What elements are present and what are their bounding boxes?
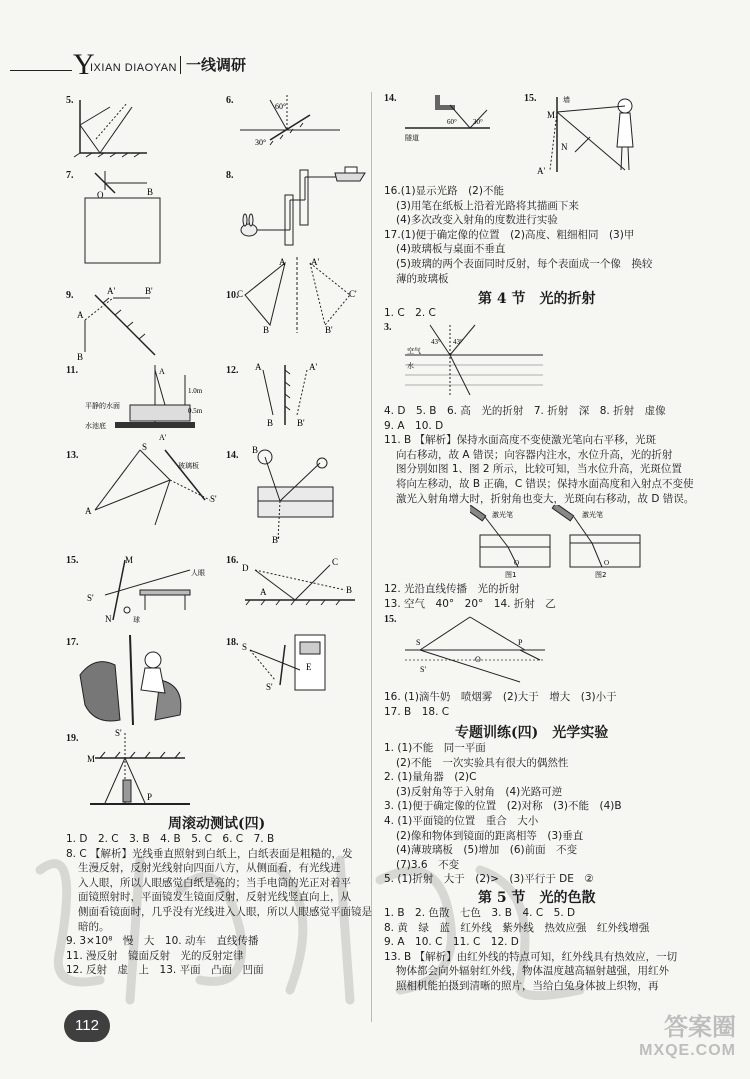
fig-11-m1: 1.0m <box>188 387 203 395</box>
fig-9-a2: A' <box>107 286 116 296</box>
fig-10-label: 10. <box>226 290 239 301</box>
special-training-answers <box>384 741 622 887</box>
fig-5-diagram <box>72 95 152 160</box>
fig-12-label: 12. <box>226 365 239 376</box>
text-line: 暗的。 <box>78 920 110 933</box>
fig-6-diagram <box>235 95 345 150</box>
s4-fig-15-label: 15. <box>384 614 397 625</box>
figure-1-caption: 图1 <box>505 571 517 579</box>
watermark <box>606 1007 736 1067</box>
section-4-answers <box>384 404 694 506</box>
text-line: 4. (1)平面镜的位置 重合 大小 <box>384 814 539 827</box>
fig-15-n: N <box>105 614 112 624</box>
s4-fig-3-air: 空气 <box>407 347 421 355</box>
text-line: (2)不能 一次实验具有很大的偶然性 <box>396 756 569 769</box>
fig-13-s: S <box>142 442 148 452</box>
weekly-test-title: 周滚动测试(四) <box>168 816 266 832</box>
right-fig-14-a: 60° <box>447 118 457 126</box>
fig-8-diagram <box>235 165 370 250</box>
s4-fig-15-p: P <box>518 638 523 647</box>
fig-13-a: A <box>85 506 92 516</box>
special-training-title: 专题训练(四) 光学实验 <box>455 725 609 741</box>
s4-fig-3-a: 43° <box>431 338 441 346</box>
fig-11-diagram <box>75 360 215 445</box>
right-fig-14-tunnel: 隧道 <box>405 134 419 142</box>
text-line: 激光入射角增大时，折射角也变大，光斑向右移动，故 D 错误。 <box>396 492 695 505</box>
text-line: (4)多次改变入射角的度数进行实验 <box>396 214 558 227</box>
fig-19-s: S' <box>115 728 122 738</box>
fig-15-s: S' <box>87 593 94 603</box>
text-line: 入人眼，所以人眼感觉白纸是亮的；当手电筒的光正对着平 <box>78 876 351 889</box>
s4-fig-3-diagram <box>395 320 545 400</box>
fig-14-diagram <box>240 445 350 545</box>
fig-10-b: B <box>263 325 270 335</box>
fig-19-label: 19. <box>66 733 79 744</box>
text-line: 1. (1)不能 同一平面 <box>384 742 486 754</box>
fig-19-diagram <box>85 728 195 810</box>
fig-8-label: 8. <box>226 170 234 181</box>
fig-7-diagram <box>75 168 165 268</box>
fig-16-a: A <box>260 587 267 597</box>
watermark-url: MXQE.COM <box>639 1042 736 1059</box>
text-line: (3)反射角等于入射角 (4)光路可逆 <box>396 785 563 798</box>
header-rule <box>10 70 72 71</box>
text-line: (2)像和物体到镜面的距离相等 (3)垂直 <box>396 829 584 842</box>
fig-16-label: 16. <box>226 555 239 566</box>
fig-10-a2: A' <box>311 257 320 267</box>
text-line: 照相机能拍摄到清晰的照片，当给白兔身体披上织物，再 <box>396 979 659 992</box>
page-number: 112 <box>64 1010 110 1042</box>
fig-10-c2: C' <box>349 289 357 299</box>
fig-7-o: O <box>97 190 104 200</box>
right-fig-15-diagram <box>535 92 645 177</box>
s4-fig-15-s2: S' <box>420 665 426 674</box>
text-line: 3. (1)便于确定像的位置 (2)对称 (3)不能 (4)B <box>384 800 622 813</box>
weekly-test-answers <box>66 832 372 978</box>
s4-fig-3-water: 水 <box>407 362 414 370</box>
fig-5-label: 5. <box>66 95 74 106</box>
fig-13-label: 13. <box>66 450 79 461</box>
fig-9-diagram <box>75 280 175 360</box>
text-line: 13. 空气 40° 20° 14. 折射 乙 <box>384 597 556 610</box>
right-fig-14-label: 14. <box>384 93 397 104</box>
fig-15-label: 15. <box>66 555 79 566</box>
fig-11-a: A <box>159 367 165 376</box>
header-separator <box>180 56 181 74</box>
text-line: 图分别如图 1、图 2 所示，比较可知，当水位升高，光斑位置 <box>396 463 682 476</box>
fig-10-c: C <box>237 289 244 299</box>
text-line: 16.(1)显示光路 (2)不能 <box>384 185 504 197</box>
fig-11-a2: A' <box>159 433 167 442</box>
right-fig-15-m: M <box>547 110 556 120</box>
fig-16-diagram <box>240 555 360 615</box>
section-4-title: 第 4 节 光的折射 <box>478 291 596 307</box>
fig-6-label: 6. <box>226 95 234 106</box>
fig-18-s2: S' <box>266 682 273 692</box>
text-line: 向右移动，故 A 错误；向容器内注水，水位升高，光的折射 <box>396 448 673 461</box>
text-line: 17. B 18. C <box>384 705 450 718</box>
fig-15-eye: 人眼 <box>191 569 205 577</box>
text-line: 8. C 【解析】光线垂直照射到白纸上，白纸表面是粗糙的，发 <box>66 847 353 860</box>
text-line: 12. 光沿直线传播 光的折射 <box>384 583 520 595</box>
laser-label-1: 激光笔 <box>492 511 513 519</box>
fig-18-s: S <box>242 642 248 652</box>
fig-7-label: 7. <box>66 170 74 181</box>
fig-16-d: D <box>242 563 249 573</box>
text-line: 4. D 5. B 6. 高 光的折射 7. 折射 深 8. 折射 虚像 <box>384 405 666 417</box>
point-o-2: O <box>604 559 610 567</box>
fig-15-m: M <box>125 555 134 565</box>
right-fig-15-wall: 墙 <box>563 96 570 104</box>
fig-12-diagram <box>235 360 335 430</box>
header-subtitle: IXIAN DIAOYAN <box>90 62 177 74</box>
fig-18-e: E <box>306 662 312 672</box>
s4-fig-3-b: 43° <box>453 338 463 346</box>
fig-10-a: A <box>279 257 286 267</box>
fig-9-b: B <box>77 352 84 360</box>
fig-13-diagram <box>80 440 225 530</box>
fig-19-p: P <box>147 792 153 802</box>
text-line: 面镜照射时，平面镜发生镜面反射，反射光线竖直向上，从 <box>78 891 351 904</box>
fig-16-c: C <box>332 557 339 567</box>
text-line: 生漫反射，反射光线射向四面八方，从侧面看，有光线进 <box>78 862 341 875</box>
fig-12-b: B <box>267 418 274 428</box>
fig-12-b2: B' <box>297 418 305 428</box>
fig-10-b2: B' <box>325 325 333 335</box>
text-line: 侧面看镜面时，几乎没有光线进入人眼，所以人眼感觉平面镜是 <box>78 905 372 918</box>
section-4-answers-12-13 <box>384 582 556 611</box>
fig-12-a: A <box>255 362 262 372</box>
fig-10-diagram <box>235 255 360 335</box>
text-line: 将向左移动，故 B 正确，C 错误；保持水面高度和入射点不变使 <box>396 477 694 490</box>
section-5-title: 第 5 节 光的色散 <box>478 890 596 906</box>
fig-14-label: 14. <box>226 450 239 461</box>
fig-11-surface: 平静的水面 <box>85 402 120 410</box>
point-o-1: O <box>514 559 520 567</box>
watermark-cn: 答案圈 <box>664 1013 736 1041</box>
text-line: 8. 黄 绿 蓝 红外线 紫外线 热效应强 红外线增强 <box>384 921 650 934</box>
text-line: (5)玻璃的两个表面同时反射，每个表面成一个像 换较 <box>396 257 653 270</box>
text-line: 9. A 10. C 11. C 12. D <box>384 936 519 949</box>
text-line: 1. D 2. C 3. B 4. B 5. C 6. C 7. B <box>66 833 275 845</box>
right-fig-15-n: N <box>561 142 568 152</box>
fig-17-diagram <box>75 635 190 725</box>
text-line: 16. (1)滴牛奶 喷烟雾 (2)大于 增大 (3)小于 <box>384 691 617 703</box>
text-line: 17.(1)便于确定像的位置 (2)高度、粗细相同 (3)甲 <box>384 228 635 241</box>
right-answers-16-17 <box>384 184 652 286</box>
text-line: (3)用笔在纸板上沿着光路将其描画下来 <box>396 199 579 212</box>
figure-2-caption: 图2 <box>595 571 607 579</box>
fig-11-label: 11. <box>66 365 78 376</box>
right-fig-15-label: 15. <box>524 93 537 104</box>
text-line: 13. B 【解析】由红外线的特点可知，红外线具有热效应，一切 <box>384 950 678 963</box>
right-fig-15-a: A' <box>537 166 546 176</box>
s4-fig-15-s: S <box>416 638 421 647</box>
fig-14-b: B <box>252 445 259 455</box>
text-line: 1. B 2. 色散 七色 3. B 4. C 5. D <box>384 907 576 919</box>
text-line: 5. (1)折射 大于 (2)> (3)平行于 DE ② <box>384 873 594 886</box>
s4-fig-15-diagram <box>400 612 550 687</box>
fig-16-b: B <box>346 585 353 595</box>
section-5-answers <box>384 906 677 994</box>
fig-17-label: 17. <box>66 637 79 648</box>
fig-9-b2: B' <box>145 286 153 296</box>
text-line: 9. 3×10⁸ 慢 大 10. 动车 直线传播 <box>66 935 259 948</box>
page-header <box>10 48 350 84</box>
text-line: 物体都会向外辐射红外线，物体温度越高辐射越强，用红外 <box>396 965 669 978</box>
text-line: 11. 漫反射 镜面反射 光的反射定律 <box>66 949 244 962</box>
text-line: (4)薄玻璃板 (5)增加 (6)前面 不变 <box>396 844 578 857</box>
text-line: 2. (1)量角器 (2)C <box>384 771 477 784</box>
s4-fig-15-o: O <box>475 655 481 664</box>
text-line: 薄的玻璃板 <box>396 272 449 285</box>
text-line: (4)玻璃板与桌面不垂直 <box>396 243 506 256</box>
section-4-answers-1-2: 1. C 2. C <box>384 307 436 319</box>
fig-13-s2: S' <box>210 494 217 504</box>
right-fig-14-diagram <box>395 90 495 145</box>
text-line: (7)3.6 不变 <box>396 858 460 871</box>
fig-19-m: M <box>87 754 96 764</box>
figure-2 <box>552 505 640 579</box>
text-line: 11. B 【解析】保持水面高度不变使激光笔向右平移，光斑 <box>384 434 657 447</box>
fig-15-ball: 球 <box>133 616 140 624</box>
right-fig-14-b: 30° <box>473 118 483 126</box>
fig-7-b: B <box>147 187 154 197</box>
fig-15-diagram <box>85 555 215 625</box>
laser-figures <box>470 505 650 580</box>
fig-9-label: 9. <box>66 290 74 301</box>
text-line: 9. A 10. D <box>384 419 444 432</box>
header-brand: 一线调研 <box>186 56 247 74</box>
fig-13-glass: 玻璃板 <box>178 462 199 470</box>
laser-label-2: 激光笔 <box>582 511 603 519</box>
section-4-answers-16-18 <box>384 690 617 719</box>
fig-18-diagram <box>240 630 340 700</box>
fig-14-b2: B' <box>272 535 280 545</box>
s4-fig-3-label: 3. <box>384 322 392 333</box>
fig-11-bottom: 水池底 <box>85 422 106 430</box>
fig-11-m2: 0.5m <box>188 407 203 415</box>
text-line: 12. 反射 虚 上 13. 平面 凸面 凹面 <box>66 964 264 977</box>
fig-6-angle-a: 60° <box>275 102 287 111</box>
figure-1 <box>470 505 550 579</box>
fig-9-a: A <box>77 310 84 320</box>
fig-6-angle-b: 30° <box>255 138 267 147</box>
fig-12-a2: A' <box>309 362 318 372</box>
header-letter: Y <box>73 48 95 81</box>
fig-18-label: 18. <box>226 637 239 648</box>
